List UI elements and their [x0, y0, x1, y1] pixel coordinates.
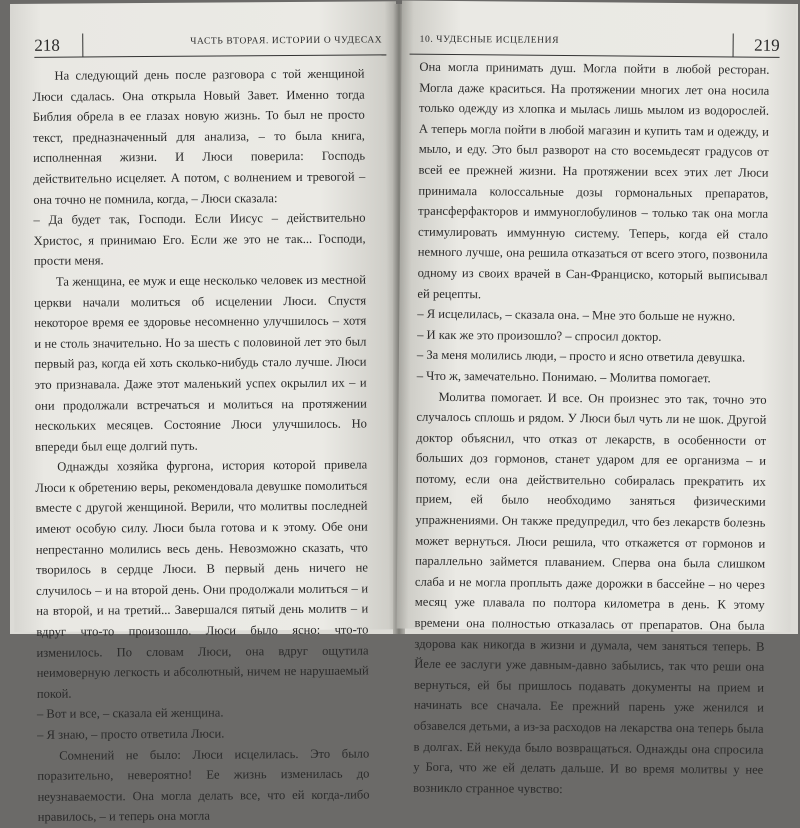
paragraph: – Да будет так, Господи. Если Иисус – действительно Христос, я принимаю Его. Если же это не так... Господи, прости меня. [33, 210, 366, 269]
header-divider [82, 33, 83, 56]
running-head: 10. ЧУДЕСНЫЕ ИСЦЕЛЕНИЯ [419, 34, 560, 46]
page-number: 219 [754, 35, 780, 55]
paragraph: Однажды хозяйка фургона, история которой привела Люси к обретению веры, рекомендовала девушке помолиться вместе с другой женщиной. Верили, что молитвы последней имеют особую силу. Люси была готова и к этому. Обе они непрестанно молились весь день. Невозможно сказать, что творилось в сердце Люси. В первый день ничего не случилось – и на второй день. Они продолжали молиться – и на второй, и на третий... Завершался пятый день молитв – и вдруг что-то произошло. Люси было ясно: что-то изменилось. По словам Люси, она вдруг ощутила неимоверную легкость и абсолютный, ничем не нарушаемый покой. [35, 457, 369, 701]
paragraph: – И как же это произошло? – спросил доктор. [417, 327, 662, 344]
paragraph: – Я знаю, – просто ответила Люси. [37, 726, 225, 742]
left-page-body [32, 64, 369, 828]
paragraph: Та женщина, ее муж и еще несколько человек из местной церкви начали молиться об исцелении Люси. Спустя некоторое время ее здоровье несомненно улучшилось – хотя и не столь значительно. Но за шесть с половиной лет это был первый раз, когда ей хоть сколько-нибудь стало лучше. Люси это признавала. Даже этот маленький успех окрылил их – и они продолжали встречаться и молиться на протяжении нескольких месяцев. Состояние Люси улучшилось. Но впереди был еще долгий путь. [34, 272, 367, 454]
left-page [10, 1, 400, 825]
paragraph: Молитва помогает. И все. Он произнес это так, точно это случалось сплошь и рядом. У Люси был чуть ли не шок. Другой доктор объяснил, что отказ от лекарств, в особенности от больших доз гормонов, станет ударом для ее организма – и потому, если она действительно собиралась прекратить их прием, ей было необходимо заняться физическими упражнениями. Он также предупредил, что без лекарств болезнь может вернуться. Люси решила, что откажется от гормонов и параллельно займется плаванием. Сперва она была слишком слаба и не могла проплыть даже дорожки в бассейне – но через месяц уже плавала по полтора километра в день. К этому времени она полностью отказалась от препаратов. Она была здорова как никогда в жизни и думала, чем заняться теперь. В Йеле ее заслуги уже давным-давно забылись, так что реши она вернуться, ей бы пришлось подавать документы на прием и начинать все сначала. Ее прежний парень уже женился и обзавелся детьми, а из-за расходов на лекарства она теперь была в долгах. Ей некуда было возвращаться. Однажды она спросила у Бога, что же ей делать дальше. И во время молитвы у нее возникло странное чувство: [413, 389, 767, 796]
paragraph: На следующий день после разговора с той женщиной Люси сдалась. Она открыла Новый Завет. Именно тогда Библия обрела в ее глазах новую жизнь. То был не просто текст, предназначенный для анализа, – то была книга, исполненная жизни. И Люси поверила: Господь действительно исцеляет. А потом, с волнением и тревогой – она точно не помнила, когда, – Люси сказала: [32, 66, 366, 207]
paragraph: – Что ж, замечательно. Понимаю. – Молитва помогает. [416, 368, 711, 386]
paragraph: Она могла принимать душ. Могла пойти в любой ресторан. Могла даже краситься. На протяжении многих лет она носила только одежду из хлопка и мылась лишь мылом из водорослей. А теперь могла пойти в любой магазин и купить там и одежду, и мыло, и еду. Это был разворот на сто восемьдесят градусов от всей ее прежней жизни. На протяжении всех этих лет Люси принимала колоссальные дозы гормональных препаратов, трансферфакторов и иммуноглобулинов – только так она могла стимулировать иммунную систему. Теперь, когда ей стало немного лучше, она решила отказаться от всего этого, позвонила одному из своих врачей в Сан-Франциско, который выписывал ей рецепты. [417, 59, 770, 301]
paragraph: – Вот и все, – сказала ей женщина. [36, 705, 224, 722]
paragraph: Сомнений не было: Люси исцелилась. Это было поразительно, невероятно! Ее жизнь изменилась до неузнаваемости. Она могла делать все, что ей когда-либо нравилось, – и теперь она могла [37, 746, 370, 825]
open-book [10, 4, 798, 825]
running-head: ЧАСТЬ ВТОРАЯ. ИСТОРИИ О ЧУДЕСАХ [190, 35, 383, 47]
right-page [397, 1, 796, 796]
left-page-header [34, 27, 386, 55]
header-divider [733, 33, 734, 56]
page-number: 218 [34, 35, 60, 55]
header-rule [34, 54, 386, 57]
paragraph: – Я исцелилась, – сказала она. – Мне это больше не нужно. [417, 306, 736, 324]
right-page-body [413, 57, 769, 801]
right-page-header [410, 27, 780, 55]
paragraph: – За меня молились люди, – просто и ясно ответила девушка. [416, 348, 746, 365]
